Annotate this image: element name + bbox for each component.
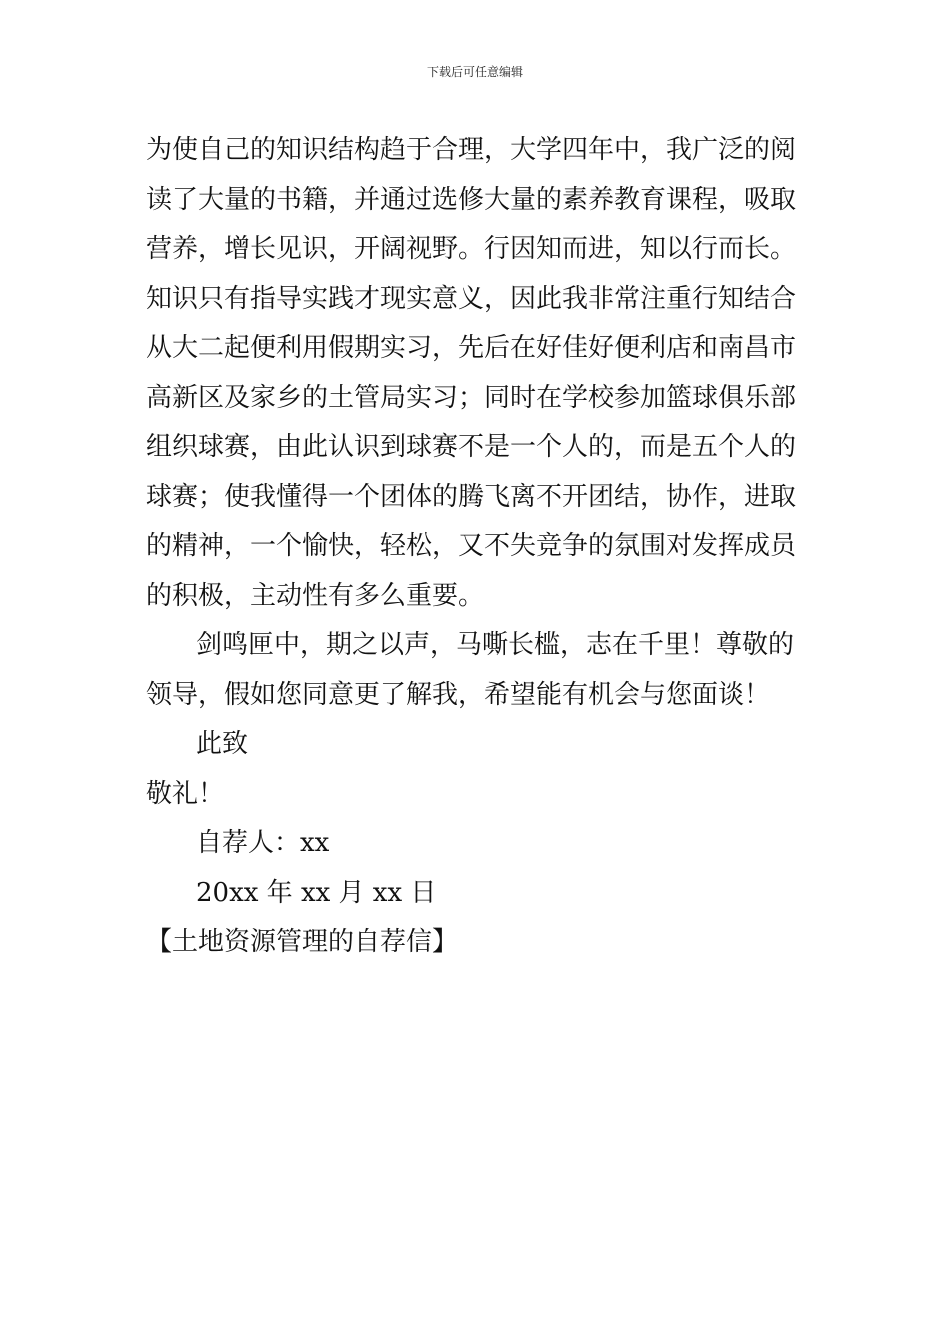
signature: 自荐人：xx [196,828,330,858]
text-line: 知识只有指导实践才现实意义，因此我非常注重行知结合 [146,283,797,314]
text-line: 的精神，一个愉快，轻松，又不失竞争的氛围对发挥成员 [146,531,797,561]
footer-title: 【土地资源管理的自荐信】 [146,927,459,957]
text-line: 读了大量的书籍，并通过选修大量的素养教育课程，吸取 [146,184,797,215]
text-line: 领导，假如您同意更了解我，希望能有机会与您面谈！ [146,679,771,710]
letter-closing [146,720,806,918]
text-line: 高新区及家乡的土管局实习；同时在学校参加篮球俱乐部 [146,382,797,413]
letter-body [146,126,806,968]
text-line: 的积极，主动性有多么重要。 [146,580,485,611]
text-line: 剑鸣匣中，期之以声，马嘶长槛，志在千里！尊敬的 [196,630,795,660]
text-line: 为使自己的知识结构趋于合理，大学四年中，我广泛的阅 [146,135,797,165]
closing-salutation: 此致 [196,729,249,759]
closing-respect: 敬礼！ [146,778,225,809]
date: 20xx 年 xx 月 xx 日 [196,877,437,908]
text-line: 营养，增长见识，开阔视野。行因知而进，知以行而长。 [146,234,797,264]
page-header-note: 下载后可任意编辑 [426,65,523,79]
text-line: 从大二起便利用假期实习，先后在好佳好便利店和南昌市 [146,333,797,363]
paragraph-aspiration [146,621,806,720]
text-line: 组织球赛，由此认识到球赛不是一个人的，而是五个人的 [146,432,797,462]
text-line: 球赛；使我懂得一个团体的腾飞离不开团结，协作，进取 [146,481,797,512]
paragraph-knowledge [146,126,806,621]
